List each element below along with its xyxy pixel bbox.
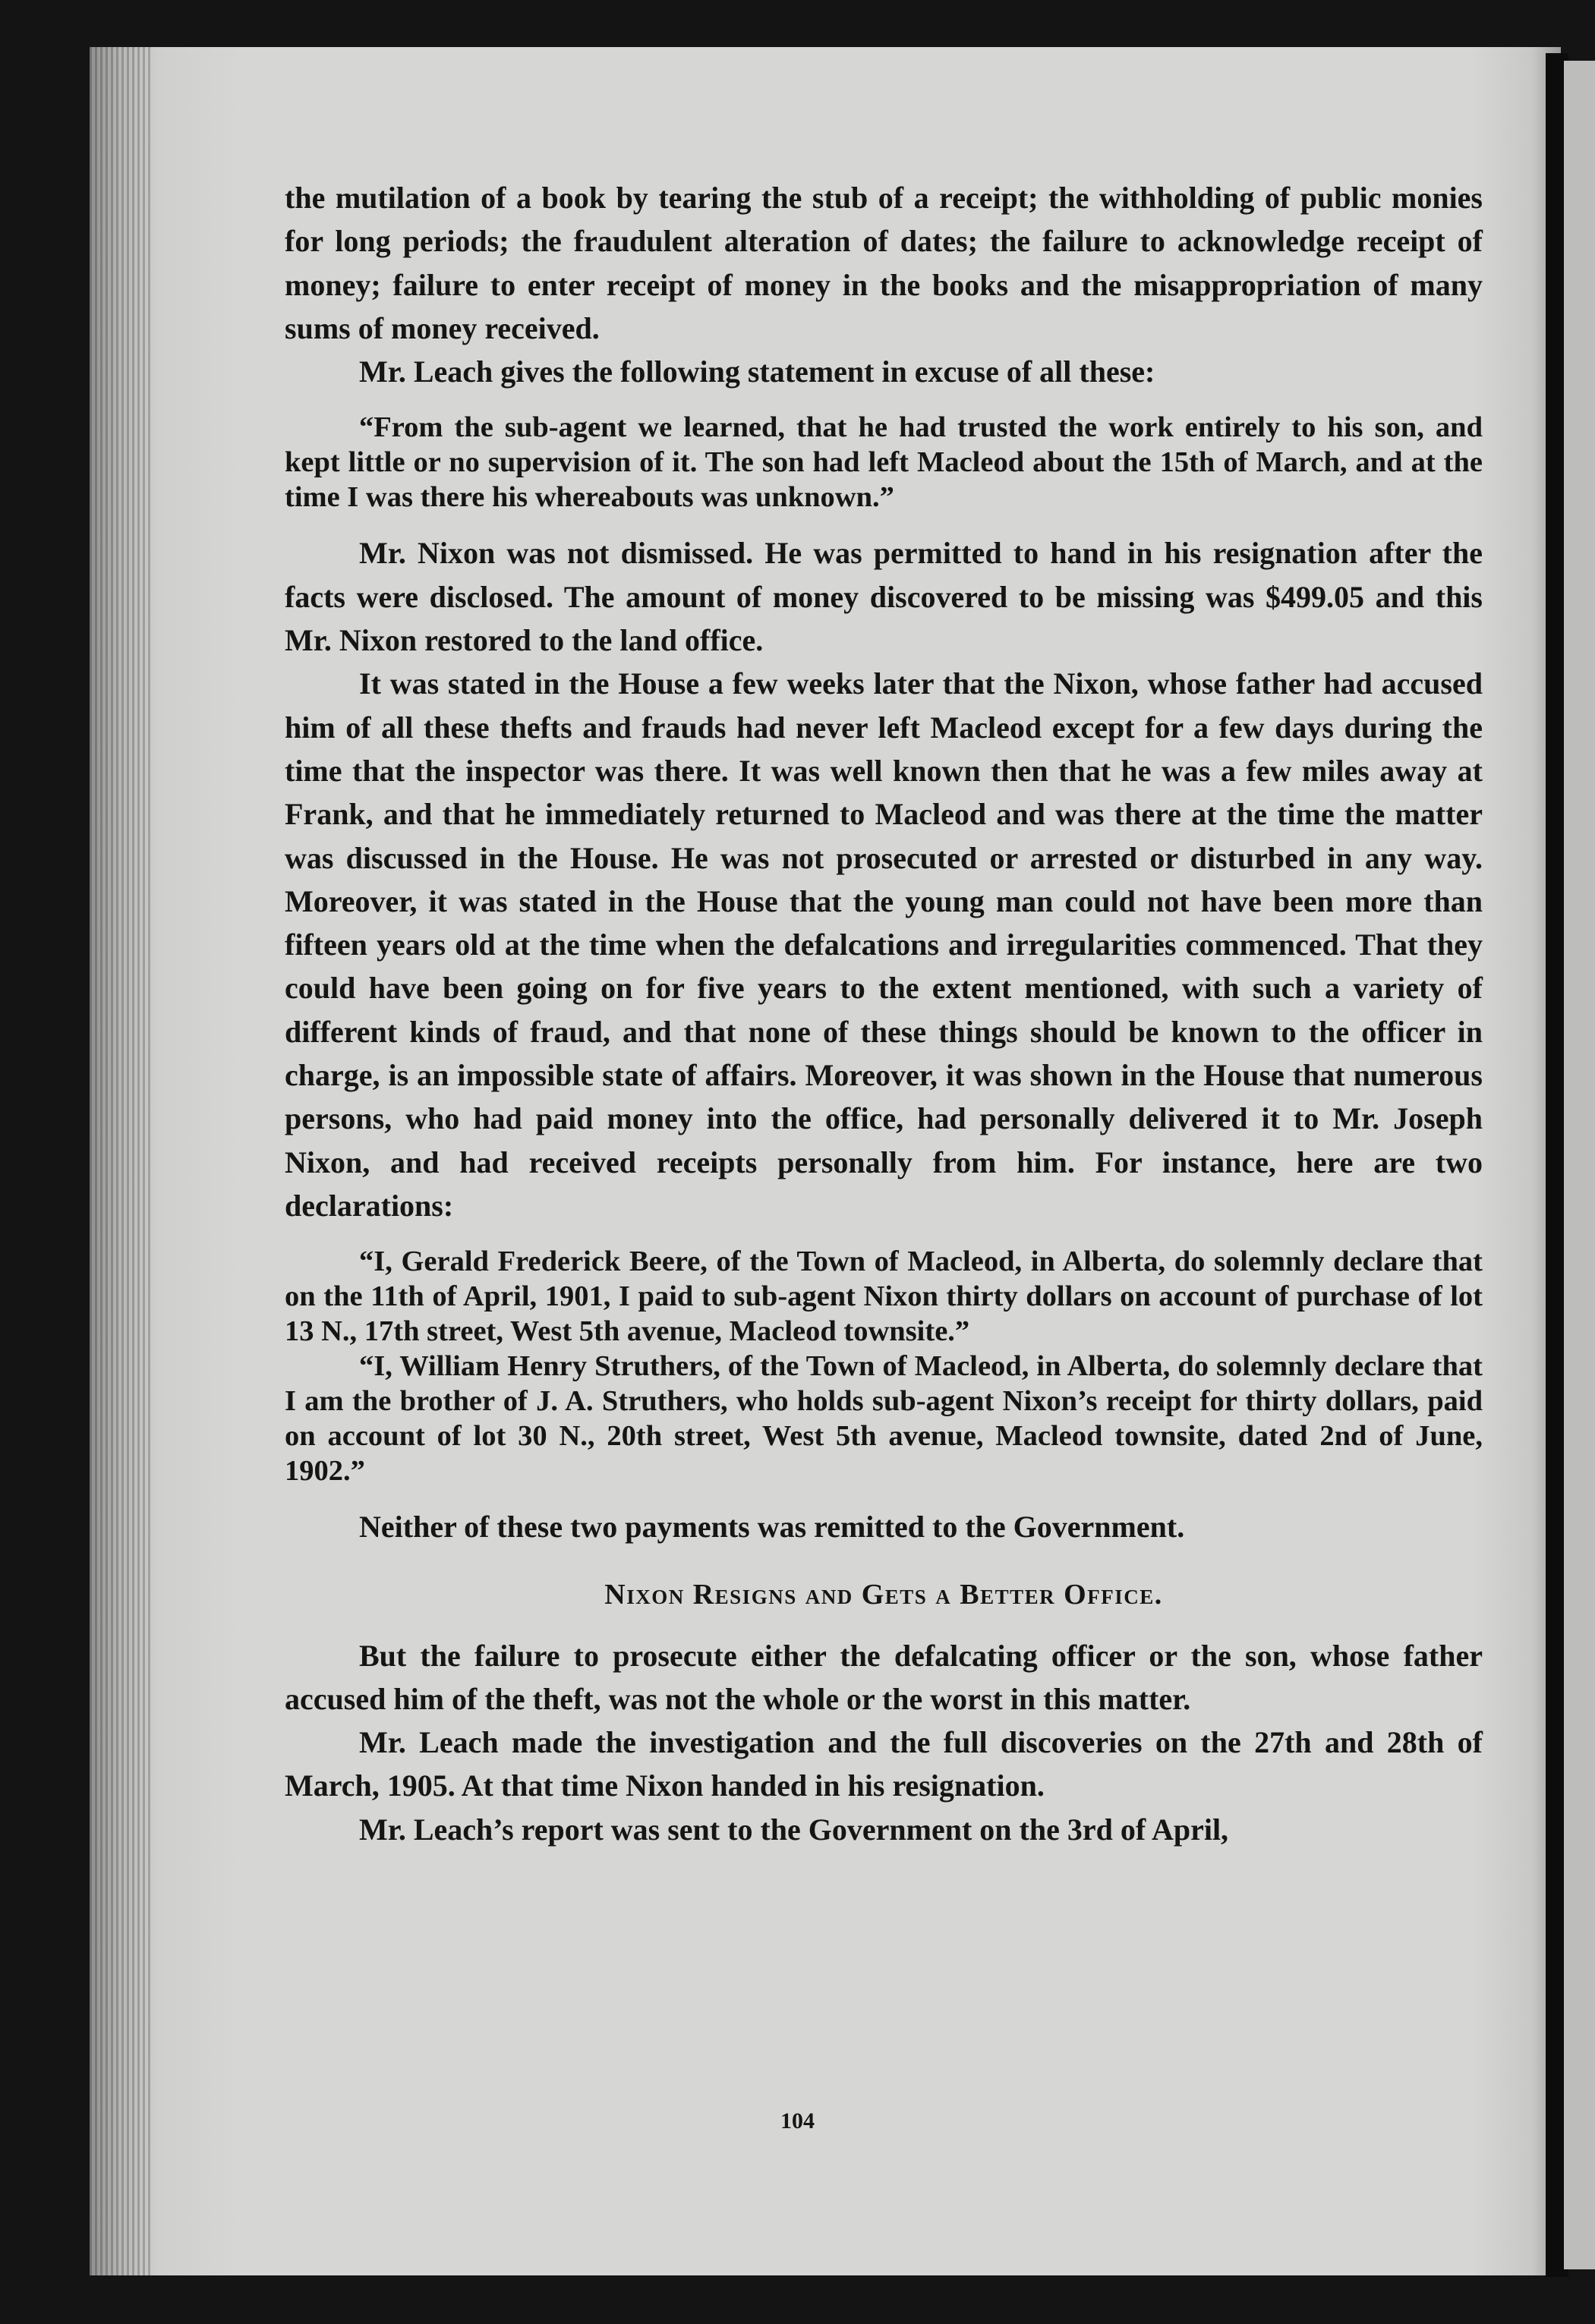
paragraph-continued: the mutilation of a book by tearing the stub of a receipt; the withholding of public monies for long periods; the fraudulent alteration of dates; the failure to acknowledge receipt of money; failure to enter receipt of money in the books and the misappropriation of many sums of money received. <box>285 181 1483 345</box>
book-spine-shadow <box>90 47 150 2275</box>
paragraph-failure-to-prosecute: But the failure to prosecute either the defalcating officer or the son, whose father accused him of the theft, was not the whole or the worst in this matter. <box>285 1638 1483 1716</box>
declaration-beere: “I, Gerald Frederick Beere, of the Town of Macleod, in Alberta, do solemnly declare that on the 11th of April, 1901, I paid to sub-agent Nixon thirty dollars on account of purchase of lot 13 N., 17th street, West 5th avenue, Macleod townsite.” <box>285 1245 1483 1348</box>
quote-leach-statement: “From the sub-agent we learned, that he had trusted the work entirely to his son, and kept little or no supervision of it. The son had left Macleod about the 15th of March, and at the time I was there his whereabouts was unknown.” <box>285 411 1483 514</box>
paragraph-investigation-dates: Mr. Leach made the investigation and the full discoveries on the 27th and 28th of March, 1905. At that time Nixon handed in his resignation. <box>285 1725 1483 1803</box>
page-number: 104 <box>780 2108 815 2133</box>
paragraph-leach-intro: Mr. Leach gives the following statement in excuse of all these: <box>359 354 1155 389</box>
page-text <box>285 176 1483 1851</box>
section-heading: Nixon Resigns and Gets a Better Office. <box>604 1578 1163 1611</box>
paragraph-not-remitted: Neither of these two payments was remitted to the Government. <box>359 1510 1185 1545</box>
paragraph-report-sent: Mr. Leach’s report was sent to the Government on the 3rd of April, <box>359 1812 1229 1847</box>
paragraph-house-statement: It was stated in the House a few weeks later that the Nixon, whose father had accused him of all these thefts and frauds had never left Macleod except for a few days during the time that the inspector was there. It was well known then that he was a few miles away at Frank, and that he immediately returned to Macleod and was there at the time the matter was discussed in the House. He was not prosecuted or arrested or disturbed in any way. Moreover, it was stated in the House that the young man could not have been more than fifteen years old at the time when the defalcations and irregularities commenced. That they could have been going on for five years to the extent mentioned, with such a variety of different kinds of fraud, and that none of these things should be known to the officer in charge, is an impossible state of affairs. Moreover, it was shown in the House that numerous persons, who had paid money into the office, had personally delivered it to Mr. Joseph Nixon, and had received receipts personally from him. For instance, here are two declarations: <box>285 666 1483 1223</box>
facing-page-edge <box>1564 61 1595 2269</box>
declaration-struthers: “I, William Henry Struthers, of the Town of Macleod, in Alberta, do solemnly declare that I am the brother of J. A. Struthers, who holds sub-agent Nixon’s receipt for thirty dollars, paid on account of lot 30 N., 20th street, West 5th avenue, Macleod townsite, dated 2nd of June, 1902.” <box>285 1350 1483 1488</box>
paragraph-nixon-resignation: Mr. Nixon was not dismissed. He was permitted to hand in his resignation after the facts were disclosed. The amount of money discovered to be missing was $499.05 and this Mr. Nixon restored to the land office. <box>285 536 1483 658</box>
